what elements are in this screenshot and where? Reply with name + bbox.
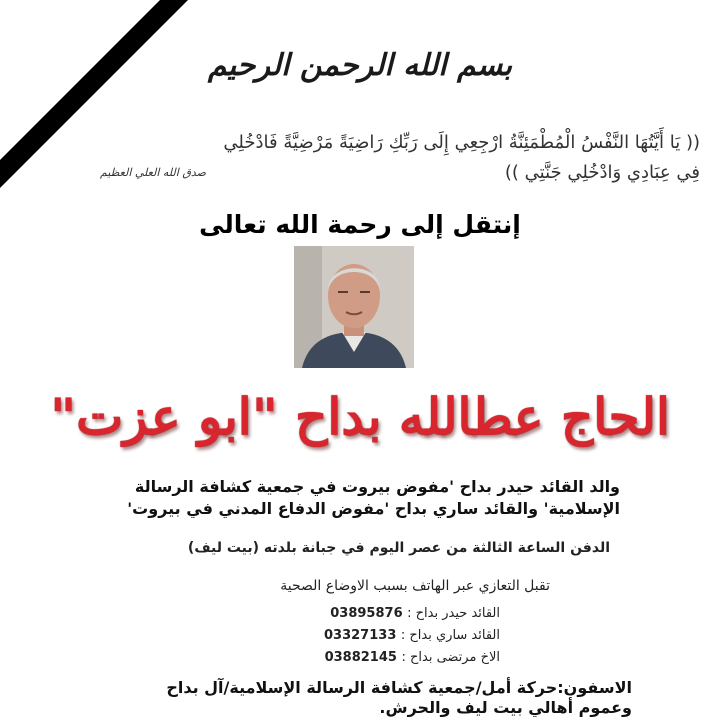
contact-phone[interactable]: 03895876 bbox=[330, 606, 403, 621]
basmala: بسم الله الرحمن الرحيم bbox=[207, 48, 513, 83]
sons-line-2: الإسلامية' والقائد ساري بداح 'مفوض الدفاع المدني في بيروت' bbox=[127, 499, 620, 518]
verse-line-2: فِي عِبَادِي وَادْخُلِي جَنَّتِي )) bbox=[504, 162, 700, 183]
contact-phone[interactable]: 03882145 bbox=[324, 650, 397, 665]
burial-details: الدفن الساعة الثالثة من عصر اليوم في جبانة بلدته (بيت ليف) bbox=[187, 540, 610, 556]
announcement-heading: إنتقل إلى رحمة الله تعالى bbox=[199, 210, 521, 239]
mourners-line-2: وعموم أهالي بيت ليف والحرش. bbox=[379, 698, 632, 717]
contact-phone[interactable]: 03327133 bbox=[324, 628, 397, 643]
contact-name: القائد ساري بداح : bbox=[400, 628, 500, 643]
condolence-note: تقبل التعازي عبر الهاتف بسبب الاوضاع الصحية bbox=[280, 578, 550, 594]
quran-verse bbox=[140, 128, 700, 188]
contact-row bbox=[240, 628, 500, 643]
sons-of-deceased bbox=[80, 476, 620, 520]
contact-row bbox=[240, 606, 500, 621]
contact-name: القائد حيدر بداح : bbox=[407, 606, 500, 621]
sons-line-1: والد القائد حيدر بداح 'مفوض بيروت في جمعية كشافة الرسالة bbox=[134, 477, 620, 496]
mourners bbox=[166, 678, 632, 718]
deceased-portrait-icon bbox=[294, 246, 414, 368]
verse-attribution: صدق الله العلي العظيم bbox=[100, 166, 206, 179]
mourners-line-1: الاسفون:حركة أمل/جمعية كشافة الرسالة الإسلامية/آل بداح bbox=[166, 678, 632, 697]
deceased-name: الحاج عطالله بداح "ابو عزت" bbox=[50, 387, 670, 446]
contact-name: الاخ مرتضى بداح : bbox=[401, 650, 500, 665]
verse-line-1: (( يَا أَيَّتُهَا النَّفْسُ الْمُطْمَئِنَّةُ ارْجِعِي إِلَى رَبِّكِ رَاضِيَةً مَرْضِيَّةً فَادْخُلِي bbox=[223, 132, 700, 153]
contact-row bbox=[240, 650, 500, 665]
